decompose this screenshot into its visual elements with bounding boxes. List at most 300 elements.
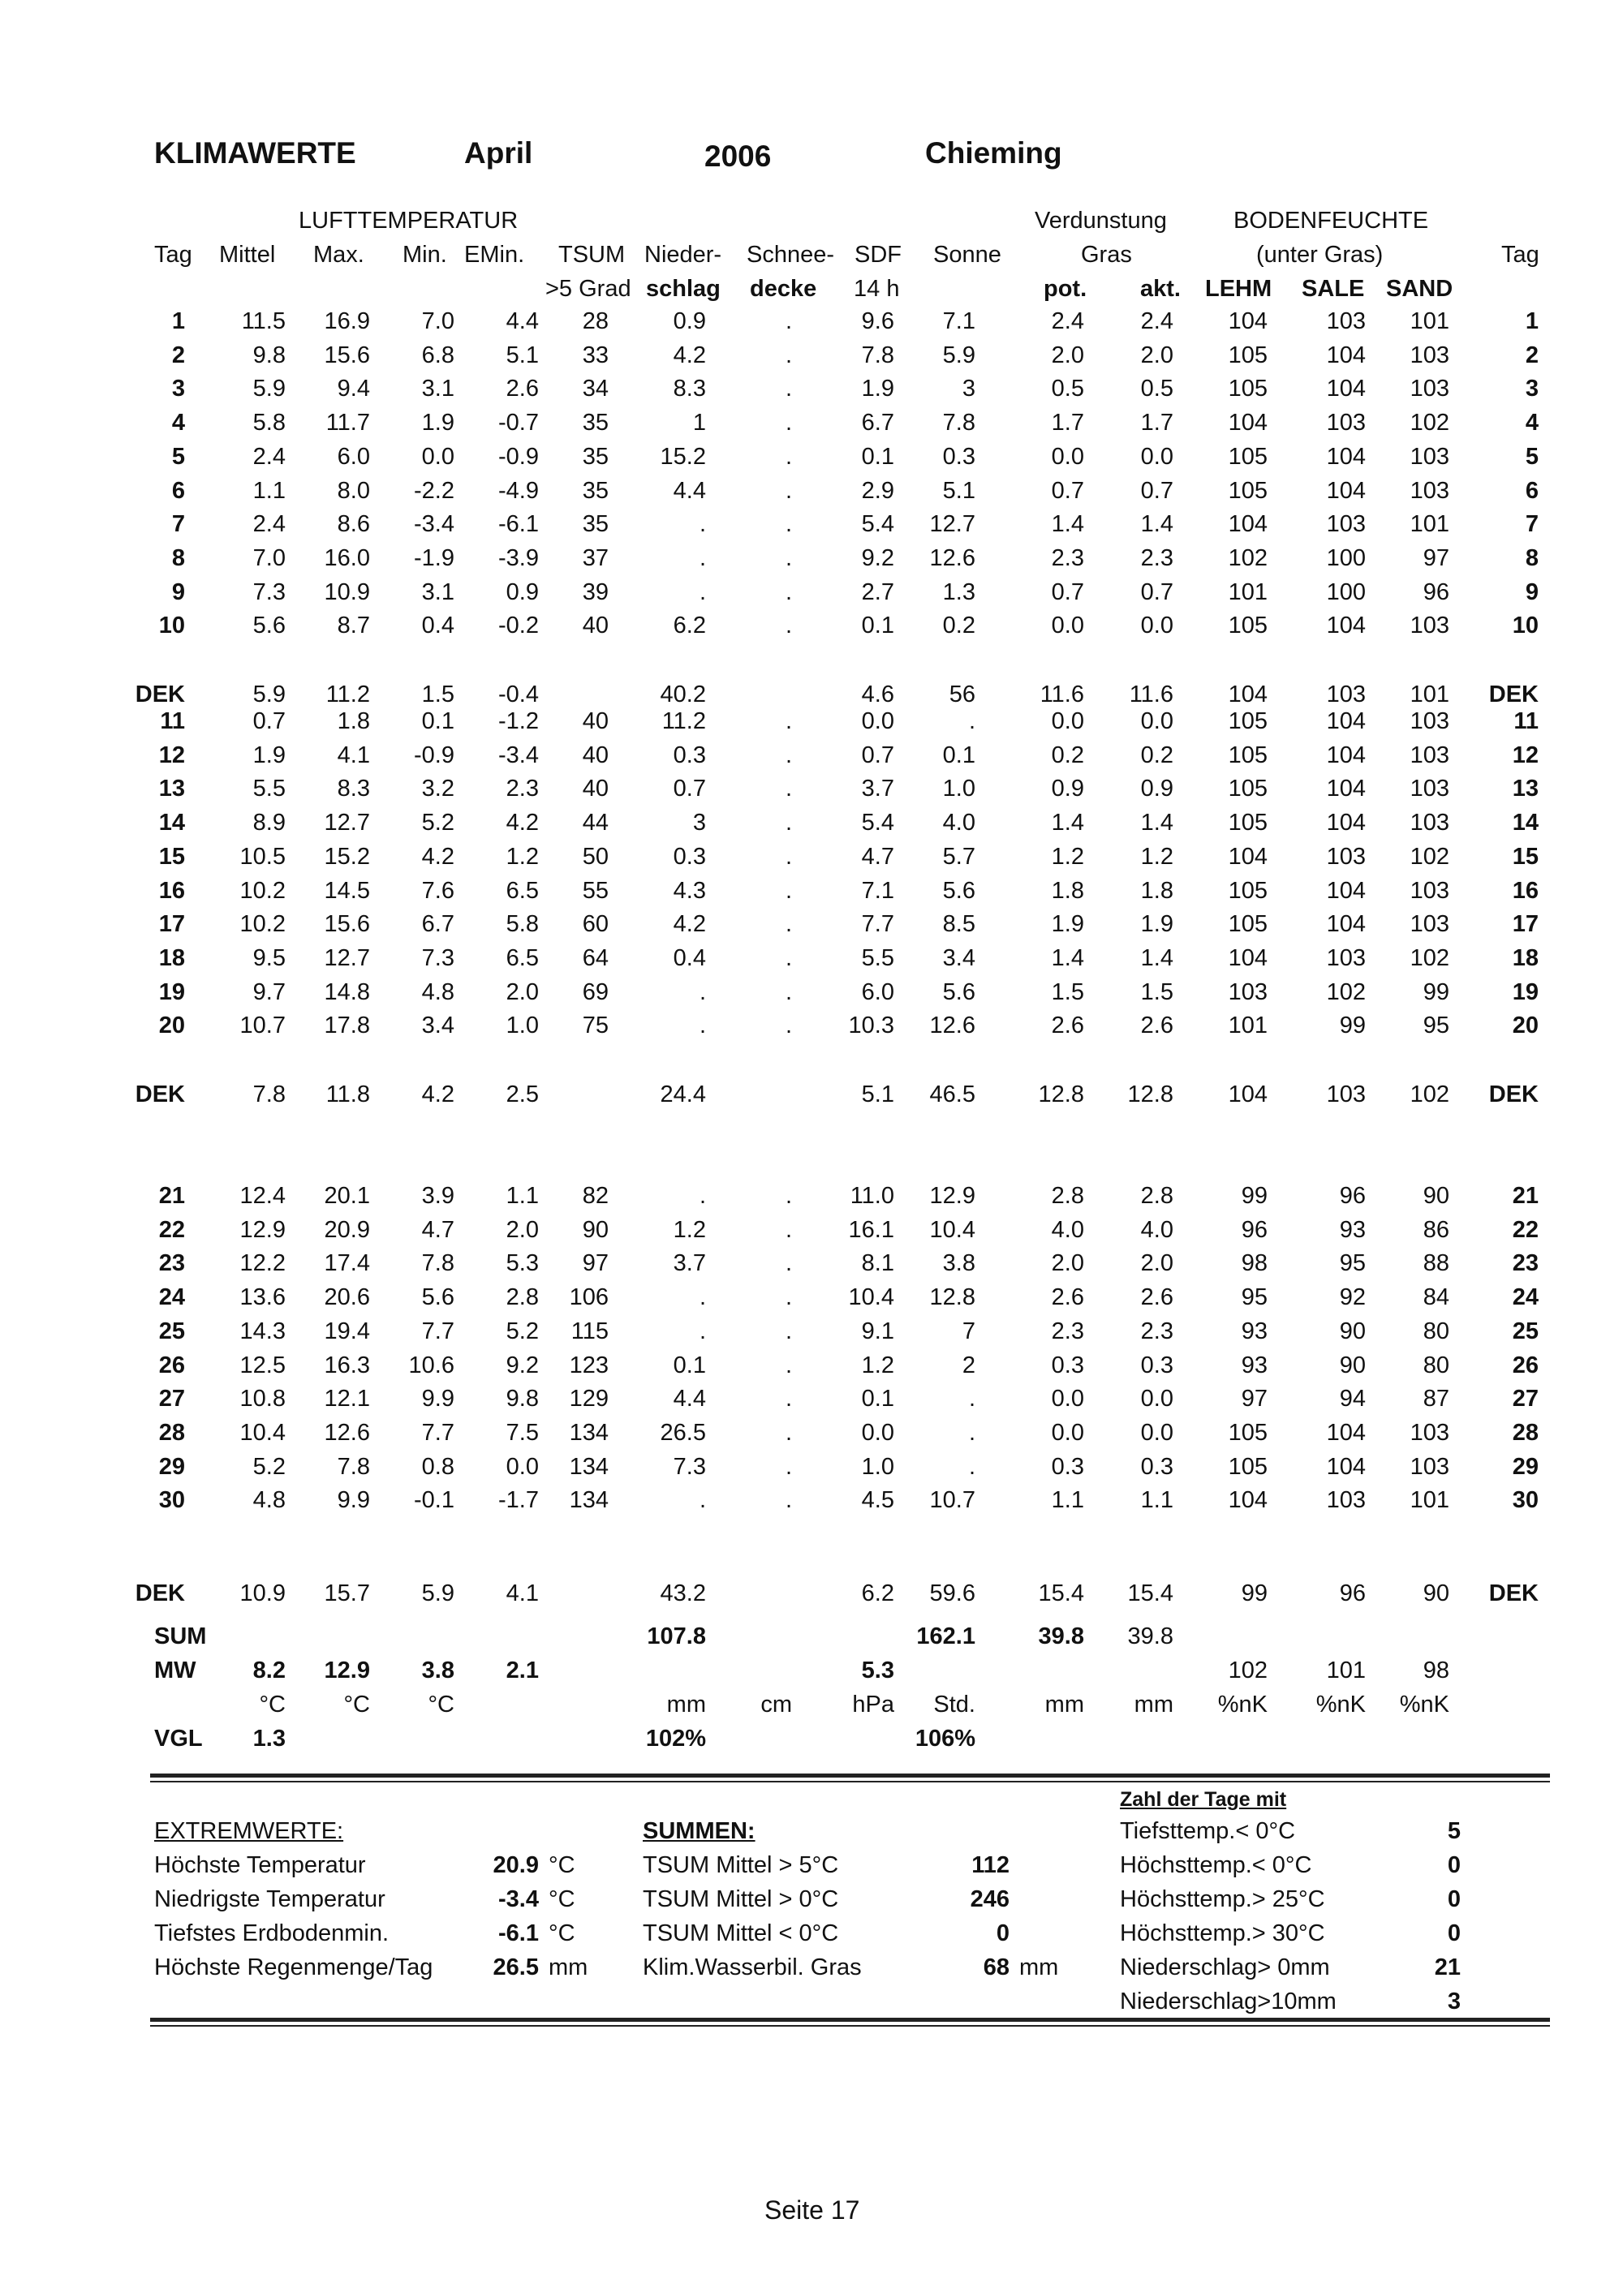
dek-cell: 4.2 xyxy=(421,1081,454,1107)
blocks.2.rows-cell: 22 xyxy=(158,1217,185,1243)
blocks.1.rows-cell: 6.5 xyxy=(506,878,539,904)
blocks.2.rows-cell: 1.2 xyxy=(673,1217,706,1243)
blocks.1.rows-cell: . xyxy=(785,708,792,734)
summary-units-cell: °C xyxy=(428,1692,454,1718)
blocks.1.rows-cell: 11 xyxy=(160,708,185,734)
summary-units-cell: hPa xyxy=(852,1692,894,1718)
blocks.2.rows-cell: . xyxy=(785,1250,792,1276)
blocks.0.rows-cell: 10 xyxy=(1512,613,1539,638)
blocks.2.rows-cell: 5.2 xyxy=(506,1318,539,1344)
blocks.1.rows-cell: 0.2 xyxy=(1140,742,1173,768)
blocks.0.rows-cell: 4.4 xyxy=(673,478,706,504)
blocks.1.rows-cell: 1.2 xyxy=(1140,844,1173,870)
col-akt: akt. xyxy=(1140,276,1181,302)
blocks.2.rows-cell: 1.1 xyxy=(1140,1487,1173,1513)
blocks.2.rows-cell: 95 xyxy=(1241,1284,1268,1310)
blocks.0.rows-cell: 16.9 xyxy=(324,308,370,334)
blocks.1.rows-cell: 0.0 xyxy=(1051,708,1084,734)
blocks.0.rows-cell: 0.1 xyxy=(861,444,894,470)
blocks.0.rows-cell: 8 xyxy=(171,545,185,571)
blocks.0.rows-cell: 0.9 xyxy=(673,308,706,334)
dek-cell: 40.2 xyxy=(660,681,706,707)
blocks.0.rows-cell: 2.4 xyxy=(1140,308,1173,334)
blocks.2.rows-cell: . xyxy=(785,1318,792,1344)
blocks.1.rows-cell: 8.5 xyxy=(942,911,975,937)
blocks.1.rows-cell: . xyxy=(785,810,792,836)
blocks.2.rows-cell: 10.8 xyxy=(239,1386,286,1412)
blocks.1.rows-cell: 12 xyxy=(1512,742,1539,768)
dek-cell: 103 xyxy=(1326,681,1366,707)
blocks.0.rows-cell: 0.7 xyxy=(1140,478,1173,504)
blocks.1.rows-cell: 103 xyxy=(1410,911,1449,937)
blocks.0.rows-cell: -3.9 xyxy=(498,545,539,571)
blocks.2.rows-cell: 26 xyxy=(1512,1352,1539,1378)
blocks.0.rows-cell: 104 xyxy=(1228,308,1268,334)
blocks.1.rows-cell: 104 xyxy=(1326,878,1366,904)
blocks.2.rows-cell: 99 xyxy=(1241,1183,1268,1209)
blocks.2.rows-cell: 2.6 xyxy=(1051,1284,1084,1310)
blocks.2.rows-cell: . xyxy=(785,1284,792,1310)
blocks.0.rows-cell: 5.1 xyxy=(942,478,975,504)
col-schnee-sub: decke xyxy=(750,276,817,302)
blocks.0.rows-cell: 101 xyxy=(1410,308,1449,334)
divider-bottom xyxy=(150,2018,1550,2022)
extreme-label: Höchste Regenmenge/Tag xyxy=(154,1954,433,1980)
blocks.2.rows-cell: 29 xyxy=(158,1454,185,1480)
dek-cell: 11.6 xyxy=(1040,681,1084,707)
dek-cell: DEK xyxy=(135,1580,185,1606)
blocks.0.rows-cell: 1.4 xyxy=(1140,511,1173,537)
blocks.2.rows-cell: 5.3 xyxy=(506,1250,539,1276)
blocks.1.rows-cell: 0.7 xyxy=(673,776,706,802)
blocks.0.rows-cell: 8.0 xyxy=(337,478,370,504)
blocks.0.rows-cell: 103 xyxy=(1326,410,1366,436)
blocks.2.rows-cell: 23 xyxy=(1512,1250,1539,1276)
dek-cell: 6.2 xyxy=(861,1580,894,1606)
tage-value: 21 xyxy=(1434,1954,1461,1980)
blocks.0.rows-cell: 103 xyxy=(1410,478,1449,504)
blocks.1.rows-cell: 8.9 xyxy=(252,810,286,836)
summen-value: 112 xyxy=(971,1852,1010,1878)
blocks.2.rows-cell: 17.4 xyxy=(324,1250,370,1276)
blocks.2.rows-cell: 2.0 xyxy=(1140,1250,1173,1276)
blocks.1.rows-cell: 55 xyxy=(582,878,609,904)
blocks.2.rows-cell: 86 xyxy=(1423,1217,1449,1243)
blocks.1.rows-cell: 1.2 xyxy=(1051,844,1084,870)
dek-cell: 7.8 xyxy=(252,1081,286,1107)
blocks.1.rows-cell: . xyxy=(785,911,792,937)
blocks.0.rows-cell: 2.6 xyxy=(506,376,539,402)
blocks.0.rows-cell: 2.4 xyxy=(252,444,286,470)
blocks.2.rows-cell: 9.9 xyxy=(337,1487,370,1513)
dek-cell: 12.8 xyxy=(1038,1081,1084,1107)
dek-cell: 12.8 xyxy=(1127,1081,1173,1107)
blocks.0.rows-cell: 100 xyxy=(1326,579,1366,605)
blocks.2.rows-cell: 20.1 xyxy=(324,1183,370,1209)
tage-label: Höchsttemp.> 25°C xyxy=(1120,1886,1325,1912)
blocks.1.rows-cell: 15.6 xyxy=(324,911,370,937)
blocks.1.rows-cell: 4.0 xyxy=(942,810,975,836)
blocks.2.rows-cell: 134 xyxy=(569,1420,609,1446)
blocks.1.rows-cell: 104 xyxy=(1326,776,1366,802)
blocks.2.rows-cell: 95 xyxy=(1339,1250,1366,1276)
blocks.1.rows-cell: 4.2 xyxy=(673,911,706,937)
blocks.0.rows-cell: 8.7 xyxy=(337,613,370,638)
blocks.2.rows-cell: 10.4 xyxy=(848,1284,894,1310)
blocks.0.rows-cell: . xyxy=(785,308,792,334)
blocks.2.rows-cell: 80 xyxy=(1423,1352,1449,1378)
col-nieder: Nieder- xyxy=(644,242,722,268)
blocks.0.rows-cell: 0.7 xyxy=(1140,579,1173,605)
blocks.2.rows-cell: 96 xyxy=(1339,1183,1366,1209)
blocks.2.rows-cell: 4.0 xyxy=(1051,1217,1084,1243)
blocks.0.rows-cell: 33 xyxy=(582,342,609,368)
divider-top-thin xyxy=(150,1781,1550,1782)
blocks.2.rows-cell: . xyxy=(785,1386,792,1412)
blocks.0.rows-cell: 104 xyxy=(1326,613,1366,638)
blocks.2.rows-cell: 2.0 xyxy=(1051,1250,1084,1276)
blocks.1.rows-cell: 103 xyxy=(1410,878,1449,904)
blocks.1.rows-cell: 1.5 xyxy=(1140,979,1173,1005)
blocks.2.rows-cell: 0.0 xyxy=(1051,1420,1084,1446)
blocks.0.rows-cell: 11.5 xyxy=(241,308,286,334)
blocks.0.rows-cell: 104 xyxy=(1326,342,1366,368)
blocks.2.rows-cell: 98 xyxy=(1241,1250,1268,1276)
blocks.2.rows-cell: 8.1 xyxy=(861,1250,894,1276)
blocks.0.rows-cell: 103 xyxy=(1410,613,1449,638)
blocks.0.rows-cell: . xyxy=(785,376,792,402)
blocks.1.rows-cell: 4.2 xyxy=(506,810,539,836)
blocks.1.rows-cell: 5.7 xyxy=(942,844,975,870)
blocks.0.rows-cell: 2.3 xyxy=(1140,545,1173,571)
blocks.0.rows-cell: 1.3 xyxy=(942,579,975,605)
blocks.2.rows-cell: 29 xyxy=(1512,1454,1539,1480)
dek-cell: 24.4 xyxy=(660,1081,706,1107)
summary-sum-cell: 39.8 xyxy=(1127,1623,1173,1649)
blocks.1.rows-cell: 5.8 xyxy=(506,911,539,937)
blocks.0.rows-cell: 101 xyxy=(1228,579,1268,605)
blocks.2.rows-cell: 93 xyxy=(1241,1352,1268,1378)
blocks.2.rows-cell: 96 xyxy=(1241,1217,1268,1243)
tage-label: Höchsttemp.< 0°C xyxy=(1120,1852,1312,1878)
blocks.1.rows-cell: 10.2 xyxy=(239,878,286,904)
blocks.0.rows-cell: 37 xyxy=(582,545,609,571)
blocks.2.rows-cell: 0.1 xyxy=(861,1386,894,1412)
blocks.2.rows-cell: 26 xyxy=(158,1352,185,1378)
blocks.0.rows-cell: 2.0 xyxy=(1051,342,1084,368)
col-mittel: Mittel xyxy=(219,242,276,268)
tage-value: 0 xyxy=(1447,1920,1461,1946)
blocks.1.rows-cell: 0.3 xyxy=(673,742,706,768)
blocks.1.rows-cell: 1.4 xyxy=(1051,810,1084,836)
blocks.1.rows-cell: 4.7 xyxy=(861,844,894,870)
blocks.1.rows-cell: 40 xyxy=(582,742,609,768)
blocks.2.rows-cell: 20.6 xyxy=(324,1284,370,1310)
blocks.0.rows-cell: -0.7 xyxy=(498,410,539,436)
blocks.0.rows-cell: 12.6 xyxy=(929,545,975,571)
blocks.1.rows-cell: 102 xyxy=(1326,979,1366,1005)
blocks.1.rows-cell: 0.7 xyxy=(861,742,894,768)
col-tag: Tag xyxy=(154,242,192,268)
blocks.0.rows-cell: -0.9 xyxy=(498,444,539,470)
blocks.2.rows-cell: 0.3 xyxy=(1051,1352,1084,1378)
blocks.1.rows-cell: 12.7 xyxy=(324,810,370,836)
blocks.2.rows-cell: . xyxy=(699,1487,706,1513)
blocks.2.rows-cell: 82 xyxy=(582,1183,609,1209)
blocks.1.rows-cell: 103 xyxy=(1410,776,1449,802)
blocks.2.rows-cell: 7.7 xyxy=(421,1420,454,1446)
blocks.2.rows-cell: 90 xyxy=(1339,1352,1366,1378)
col-nieder-sub: schlag xyxy=(646,276,721,302)
blocks.2.rows-cell: 7.7 xyxy=(421,1318,454,1344)
blocks.1.rows-cell: . xyxy=(785,945,792,971)
blocks.0.rows-cell: 9.8 xyxy=(252,342,286,368)
col-tag-right: Tag xyxy=(1501,242,1539,268)
blocks.1.rows-cell: . xyxy=(785,1013,792,1038)
summary-sum-cell: 39.8 xyxy=(1038,1623,1084,1649)
blocks.0.rows-cell: 1 xyxy=(1525,308,1539,334)
dek-cell: DEK xyxy=(135,1081,185,1107)
blocks.1.rows-cell: 103 xyxy=(1410,742,1449,768)
blocks.0.rows-cell: 6.0 xyxy=(337,444,370,470)
blocks.1.rows-cell: 1.4 xyxy=(1140,945,1173,971)
blocks.0.rows-cell: 6 xyxy=(1525,478,1539,504)
blocks.0.rows-cell: 16.0 xyxy=(324,545,370,571)
blocks.2.rows-cell: 12.1 xyxy=(324,1386,370,1412)
blocks.2.rows-cell: 92 xyxy=(1339,1284,1366,1310)
blocks.2.rows-cell: 93 xyxy=(1339,1217,1366,1243)
blocks.2.rows-cell: 106 xyxy=(569,1284,609,1310)
blocks.2.rows-cell: 1.0 xyxy=(861,1454,894,1480)
col-tsum: TSUM xyxy=(558,242,626,268)
blocks.1.rows-cell: 5.2 xyxy=(421,810,454,836)
blocks.2.rows-cell: 16.1 xyxy=(848,1217,894,1243)
blocks.0.rows-cell: 8.3 xyxy=(673,376,706,402)
blocks.2.rows-cell: 1.1 xyxy=(506,1183,539,1209)
blocks.0.rows-cell: . xyxy=(785,342,792,368)
extreme-label: Höchste Temperatur xyxy=(154,1852,366,1878)
blocks.0.rows-cell: 28 xyxy=(582,308,609,334)
blocks.0.rows-cell: 96 xyxy=(1423,579,1449,605)
dek-cell: DEK xyxy=(135,681,185,707)
blocks.0.rows-cell: 9.6 xyxy=(861,308,894,334)
group-bodenfeuchte: BODENFEUCHTE xyxy=(1233,208,1429,234)
blocks.0.rows-cell: 1.7 xyxy=(1140,410,1173,436)
blocks.0.rows-cell: 0.5 xyxy=(1140,376,1173,402)
blocks.2.rows-cell: 2.8 xyxy=(1051,1183,1084,1209)
summary-units-cell: %nK xyxy=(1217,1692,1268,1718)
blocks.2.rows-cell: . xyxy=(699,1284,706,1310)
blocks.0.rows-cell: -3.4 xyxy=(414,511,454,537)
blocks.2.rows-cell: 7.8 xyxy=(337,1454,370,1480)
blocks.0.rows-cell: 105 xyxy=(1228,376,1268,402)
blocks.2.rows-cell: 5.2 xyxy=(252,1454,286,1480)
blocks.2.rows-cell: 134 xyxy=(569,1487,609,1513)
blocks.2.rows-cell: . xyxy=(785,1487,792,1513)
extreme-label: Niedrigste Temperatur xyxy=(154,1886,385,1912)
dek-cell: 5.9 xyxy=(252,681,286,707)
dek-cell: 46.5 xyxy=(929,1081,975,1107)
summen-value: 246 xyxy=(970,1886,1010,1912)
blocks.0.rows-cell: 104 xyxy=(1228,410,1268,436)
blocks.2.rows-cell: 0.1 xyxy=(673,1352,706,1378)
summary-sum-cell: SUM xyxy=(154,1623,207,1649)
blocks.1.rows-cell: . xyxy=(785,742,792,768)
blocks.1.rows-cell: 19 xyxy=(158,979,185,1005)
col-sand: SAND xyxy=(1386,276,1453,302)
blocks.0.rows-cell: 105 xyxy=(1228,444,1268,470)
blocks.1.rows-cell: 0.2 xyxy=(1051,742,1084,768)
blocks.1.rows-cell: 103 xyxy=(1410,810,1449,836)
blocks.0.rows-cell: 2.4 xyxy=(252,511,286,537)
blocks.0.rows-cell: 4 xyxy=(1525,410,1539,436)
blocks.1.rows-cell: 0.9 xyxy=(1140,776,1173,802)
blocks.1.rows-cell: 0.9 xyxy=(1051,776,1084,802)
blocks.1.rows-cell: 1.5 xyxy=(1051,979,1084,1005)
blocks.1.rows-cell: 17 xyxy=(158,911,185,937)
summary-vgl-cell: VGL xyxy=(154,1726,203,1752)
blocks.2.rows-cell: 7.3 xyxy=(673,1454,706,1480)
blocks.0.rows-cell: 5.4 xyxy=(861,511,894,537)
blocks.0.rows-cell: 6.7 xyxy=(861,410,894,436)
group-verdunstung: Verdunstung xyxy=(1035,208,1167,234)
blocks.1.rows-cell: 12 xyxy=(158,742,185,768)
extreme-unit: mm xyxy=(549,1954,588,1980)
dek-cell: DEK xyxy=(1488,1580,1539,1606)
summen-label: Klim.Wasserbil. Gras xyxy=(643,1954,862,1980)
blocks.2.rows-cell: 94 xyxy=(1339,1386,1366,1412)
blocks.1.rows-cell: 5.5 xyxy=(252,776,286,802)
summary-units-cell: mm xyxy=(1134,1692,1173,1718)
group-lufttemperatur: LUFTTEMPERATUR xyxy=(299,208,519,234)
summary-mw-cell: 12.9 xyxy=(324,1658,370,1683)
dek-cell: 15.4 xyxy=(1038,1580,1084,1606)
blocks.2.rows-cell: 97 xyxy=(1241,1386,1268,1412)
blocks.0.rows-cell: 1.7 xyxy=(1051,410,1084,436)
col-min: Min. xyxy=(403,242,447,268)
blocks.2.rows-cell: 103 xyxy=(1326,1487,1366,1513)
extreme-value: -3.4 xyxy=(498,1886,539,1912)
blocks.2.rows-cell: 0.8 xyxy=(421,1454,454,1480)
dek-cell: 90 xyxy=(1423,1580,1449,1606)
blocks.0.rows-cell: 0.4 xyxy=(421,613,454,638)
blocks.0.rows-cell: 103 xyxy=(1410,444,1449,470)
blocks.2.rows-cell: . xyxy=(785,1183,792,1209)
blocks.2.rows-cell: . xyxy=(699,1183,706,1209)
blocks.0.rows-cell: 103 xyxy=(1410,342,1449,368)
blocks.1.rows-cell: 14.5 xyxy=(324,878,370,904)
blocks.1.rows-cell: 1.8 xyxy=(1140,878,1173,904)
blocks.0.rows-cell: 10 xyxy=(158,613,185,638)
blocks.0.rows-cell: 1 xyxy=(692,410,706,436)
blocks.0.rows-cell: . xyxy=(785,613,792,638)
blocks.0.rows-cell: 0.7 xyxy=(1051,478,1084,504)
blocks.0.rows-cell: . xyxy=(785,511,792,537)
summary-mw-cell: 101 xyxy=(1326,1658,1366,1683)
extreme-unit: °C xyxy=(549,1920,575,1946)
blocks.0.rows-cell: 12.7 xyxy=(929,511,975,537)
dek-cell: 4.6 xyxy=(861,681,894,707)
blocks.1.rows-cell: 6.7 xyxy=(421,911,454,937)
blocks.1.rows-cell: 14 xyxy=(158,810,185,836)
summary-units-cell: °C xyxy=(259,1692,286,1718)
extreme-value: 20.9 xyxy=(493,1852,539,1878)
blocks.1.rows-cell: 99 xyxy=(1423,979,1449,1005)
blocks.0.rows-cell: 7 xyxy=(171,511,185,537)
extreme-unit: °C xyxy=(549,1886,575,1912)
blocks.0.rows-cell: 1.9 xyxy=(421,410,454,436)
blocks.0.rows-cell: 39 xyxy=(582,579,609,605)
blocks.0.rows-cell: 11.7 xyxy=(325,410,370,436)
blocks.2.rows-cell: 87 xyxy=(1423,1386,1449,1412)
blocks.0.rows-cell: 40 xyxy=(582,613,609,638)
blocks.0.rows-cell: 1.9 xyxy=(861,376,894,402)
blocks.2.rows-cell: 12.9 xyxy=(929,1183,975,1209)
dek-cell: 59.6 xyxy=(929,1580,975,1606)
col-schnee: Schnee- xyxy=(747,242,835,268)
blocks.1.rows-cell: 104 xyxy=(1326,911,1366,937)
extremwerte-heading: EXTREMWERTE: xyxy=(154,1818,344,1844)
col-tsum-sub: >5 Grad xyxy=(545,276,631,302)
blocks.1.rows-cell: 13 xyxy=(1512,776,1539,802)
blocks.1.rows-cell: 11 xyxy=(1513,708,1539,734)
blocks.2.rows-cell: 10.7 xyxy=(929,1487,975,1513)
blocks.1.rows-cell: 18 xyxy=(158,945,185,971)
blocks.0.rows-cell: 4.4 xyxy=(506,308,539,334)
blocks.2.rows-cell: -0.1 xyxy=(414,1487,454,1513)
blocks.0.rows-cell: 15.2 xyxy=(660,444,706,470)
blocks.2.rows-cell: 0.0 xyxy=(861,1420,894,1446)
summary-units-cell: mm xyxy=(666,1692,706,1718)
blocks.1.rows-cell: 8.3 xyxy=(337,776,370,802)
blocks.2.rows-cell: 105 xyxy=(1228,1454,1268,1480)
summary-units-cell: mm xyxy=(1044,1692,1084,1718)
blocks.0.rows-cell: 102 xyxy=(1228,545,1268,571)
blocks.1.rows-cell: 3.7 xyxy=(861,776,894,802)
blocks.0.rows-cell: 1 xyxy=(171,308,185,334)
blocks.0.rows-cell: 5.8 xyxy=(252,410,286,436)
blocks.0.rows-cell: 2.7 xyxy=(861,579,894,605)
blocks.0.rows-cell: 3.1 xyxy=(421,376,454,402)
dek-cell: 4.1 xyxy=(506,1580,539,1606)
blocks.1.rows-cell: 10.5 xyxy=(239,844,286,870)
col-unter-gras: (unter Gras) xyxy=(1256,242,1384,268)
blocks.1.rows-cell: 105 xyxy=(1228,878,1268,904)
blocks.1.rows-cell: 1.9 xyxy=(1051,911,1084,937)
extreme-label: Tiefstes Erdbodenmin. xyxy=(154,1920,390,1946)
blocks.2.rows-cell: 4.5 xyxy=(861,1487,894,1513)
blocks.1.rows-cell: . xyxy=(699,1013,706,1038)
blocks.0.rows-cell: 0.9 xyxy=(506,579,539,605)
blocks.1.rows-cell: . xyxy=(785,844,792,870)
blocks.0.rows-cell: -0.2 xyxy=(498,613,539,638)
blocks.0.rows-cell: 2 xyxy=(171,342,185,368)
summary-vgl-cell: 1.3 xyxy=(252,1726,286,1752)
blocks.1.rows-cell: 1.0 xyxy=(506,1013,539,1038)
blocks.1.rows-cell: 20 xyxy=(158,1013,185,1038)
blocks.2.rows-cell: 0.3 xyxy=(1140,1352,1173,1378)
dek-cell: 99 xyxy=(1241,1580,1268,1606)
blocks.0.rows-cell: 3 xyxy=(1525,376,1539,402)
blocks.2.rows-cell: 103 xyxy=(1410,1454,1449,1480)
blocks.0.rows-cell: 3 xyxy=(171,376,185,402)
blocks.0.rows-cell: 7.3 xyxy=(252,579,286,605)
blocks.2.rows-cell: 2.8 xyxy=(506,1284,539,1310)
blocks.0.rows-cell: 6.2 xyxy=(673,613,706,638)
station: Chieming xyxy=(925,136,1062,170)
month: April xyxy=(464,136,533,170)
blocks.1.rows-cell: 15.2 xyxy=(324,844,370,870)
